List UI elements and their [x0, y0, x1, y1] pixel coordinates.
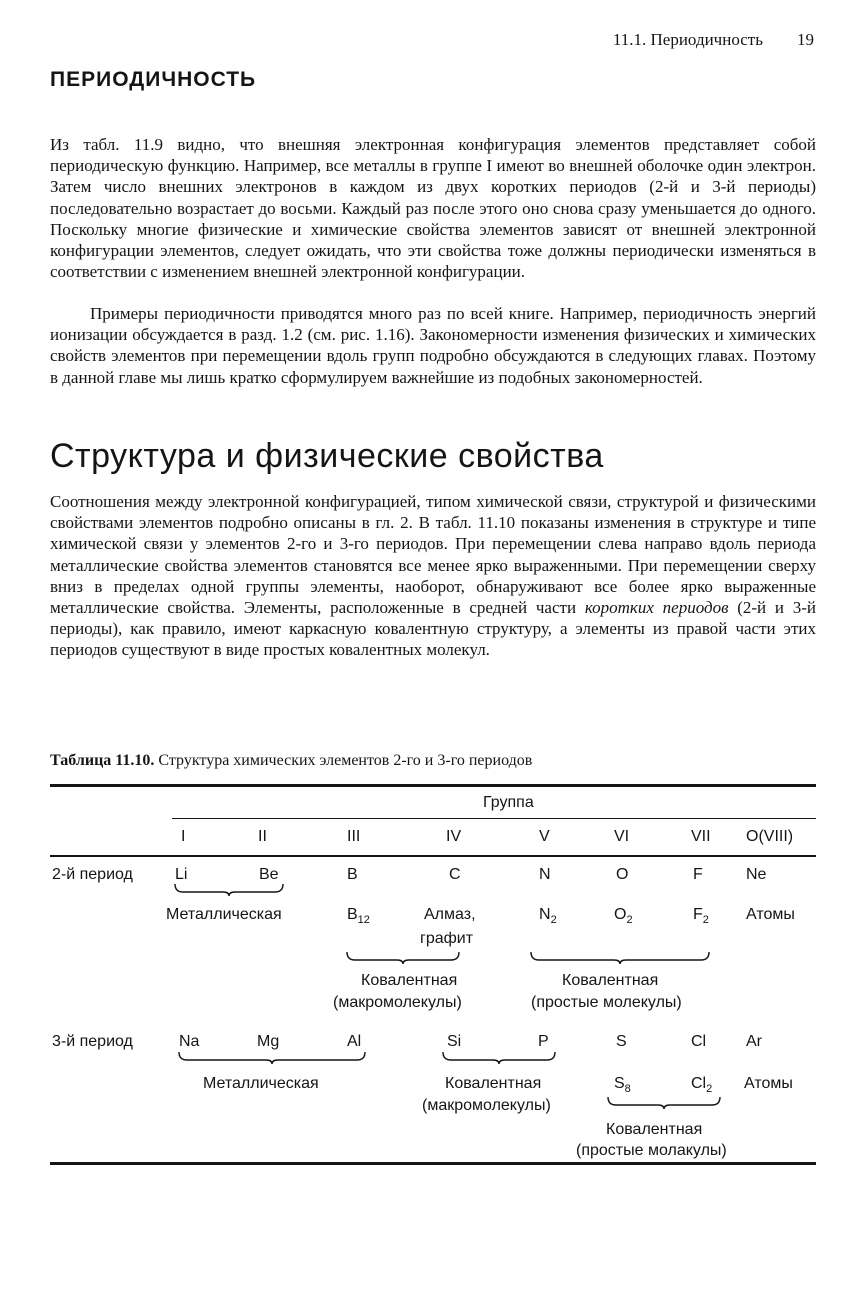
element-o: O [616, 866, 629, 883]
element-p: P [538, 1033, 549, 1050]
element-li: Li [175, 866, 188, 883]
element-c: C [449, 866, 461, 883]
element-ar: Ar [746, 1033, 762, 1050]
element-si: Si [447, 1033, 462, 1050]
paragraph-3-after: (2-й и 3-й периоды), как правило, имеют каркасную ковалентную структуру, а элементы из правой части этих периодов существуют в виде простых ковалентных молекул. [50, 598, 816, 660]
table-caption-text: Структура химических элементов 2-го и 3-го периодов [158, 752, 533, 769]
period2-f2-subscript: 2 [702, 914, 709, 927]
paragraph-3 [50, 491, 816, 661]
element-n: N [539, 866, 551, 883]
paragraph-2 [50, 303, 816, 388]
period3-s8-subscript: 8 [624, 1083, 631, 1096]
period2-o2 [614, 906, 633, 926]
period3-s8 [614, 1075, 631, 1095]
table-bottom-rule [50, 1162, 816, 1165]
page-number: 19 [797, 30, 814, 49]
period2-c-form-2: графит [420, 930, 474, 947]
group-label-1: I [181, 828, 186, 845]
element-cl: Cl [691, 1033, 707, 1050]
paragraph-2-text: Примеры периодичности приводятся много раз по всей книге. Например, периодичность энергий ионизации обсуждается в разд. 1.2 (см. рис. 1.16). Закономерности изменения физических и химических свойств элементов при перемещении вдоль групп подробно обсуждаются в следующих главах. Поэтому в данной главе мы лишь кратко сформулируем важнейшие из подобных закономерностей. [50, 304, 816, 387]
group-label-6: VI [614, 828, 630, 845]
brace-period3-simple [606, 1095, 722, 1111]
period2-f2-symbol: F [693, 906, 703, 923]
period2-b12 [347, 906, 370, 926]
period3-metallic-label: Металлическая [203, 1075, 319, 1092]
paragraph-1 [50, 134, 816, 282]
period3-covalent-macro-1: Ковалентная [445, 1075, 542, 1092]
period2-o2-symbol: O [614, 906, 627, 923]
running-head [613, 30, 814, 50]
period3-atoms: Атомы [744, 1075, 793, 1092]
paragraph-3-before: Соотношения между электронной конфигурацией, типом химической связи, структурой и физическими свойствами элементов подробно описаны в гл. 2. В табл. 11.10 показаны изменения в структуре и типе химической связи у элементов 2-го и 3-го периодов. При перемещении слева направо вдоль периода металлические свойства элементов становятся все менее ярко выраженными. При перемещении сверху вниз в пределах одной группы элементы, наоборот, обнаруживают все более ярко выраженные металлические свойства. Элементы, расположенные в средней части [50, 492, 816, 618]
period2-covalent-macro-1: Ковалентная [361, 972, 458, 989]
period-2-label: 2-й период [52, 866, 133, 883]
table-header-rule [50, 855, 816, 857]
heading-structure-properties: Структура и физические свойства [50, 437, 604, 475]
paragraph-1-text: Из табл. 11.9 видно, что внешняя электронная конфигурация элементов представляет собой периодическую функцию. Например, все металлы в группе I имеют во внешней оболочке один электрон. Затем число внешних электронов в каждом из двух коротких периодов (2-й и 3-й периоды) последовательно возрастает до восьми. Каждый раз после этого оно снова сразу уменьшается до одного. Поскольку многие физические и химические свойства элементов зависят от внешней электронной конфигурации элементов, следует ожидать, что эти свойства тоже должны периодически изменяться в соответствии с изменением внешней электронной конфигурации. [50, 135, 816, 282]
period2-covalent-simple-2: (простые молекулы) [531, 994, 682, 1011]
element-be: Be [259, 866, 279, 883]
period2-o2-subscript: 2 [626, 914, 633, 927]
table-caption-label: Таблица 11.10. [50, 752, 155, 769]
brace-period3-metallic [177, 1050, 367, 1066]
element-ne: Ne [746, 866, 767, 883]
period2-metallic-label: Металлическая [166, 906, 282, 923]
group-label-3: III [347, 828, 361, 845]
period2-b12-symbol: B [347, 906, 358, 923]
element-al: Al [347, 1033, 362, 1050]
element-mg: Mg [257, 1033, 280, 1050]
period3-covalent-simple-1: Ковалентная [606, 1121, 703, 1138]
period2-f2 [693, 906, 709, 926]
group-label-2: II [258, 828, 267, 845]
period-3-label: 3-й период [52, 1033, 133, 1050]
period2-n2-symbol: N [539, 906, 551, 923]
paragraph-3-text [50, 491, 816, 661]
brace-period2-metallic [173, 882, 285, 898]
running-head-section: 11.1. Периодичность [612, 30, 763, 49]
period2-atoms: Атомы [746, 906, 795, 923]
period3-cl2-subscript: 2 [706, 1083, 713, 1096]
period2-n2-subscript: 2 [550, 914, 557, 927]
brace-period2-macro [345, 950, 461, 966]
element-b: B [347, 866, 358, 883]
element-f: F [693, 866, 703, 883]
brace-period2-simple [529, 950, 711, 966]
period2-n2 [539, 906, 557, 926]
paragraph-3-italic: коротких периодов [584, 598, 729, 618]
element-na: Na [179, 1033, 200, 1050]
period3-covalent-macro-2: (макромолекулы) [422, 1097, 551, 1114]
period2-c-form-1: Алмаз, [424, 906, 476, 923]
period3-covalent-simple-2: (простые молакулы) [576, 1142, 727, 1159]
table-top-rule [50, 784, 816, 787]
period2-covalent-macro-2: (макромолекулы) [333, 994, 462, 1011]
group-label-8: O(VIII) [746, 828, 794, 845]
group-label-7: VII [691, 828, 711, 845]
group-header-rule [172, 818, 816, 819]
table-caption [50, 752, 532, 770]
period3-s8-symbol: S [614, 1075, 625, 1092]
element-s: S [616, 1033, 627, 1050]
period3-cl2 [691, 1075, 712, 1095]
period3-cl2-symbol: Cl [691, 1075, 707, 1092]
group-label-5: V [539, 828, 550, 845]
brace-period3-macro [441, 1050, 557, 1066]
period2-covalent-simple-1: Ковалентная [562, 972, 659, 989]
group-header: Группа [483, 794, 534, 811]
group-label-4: IV [446, 828, 462, 845]
section-title: ПЕРИОДИЧНОСТЬ [50, 68, 257, 91]
period2-b12-subscript: 12 [357, 914, 370, 927]
